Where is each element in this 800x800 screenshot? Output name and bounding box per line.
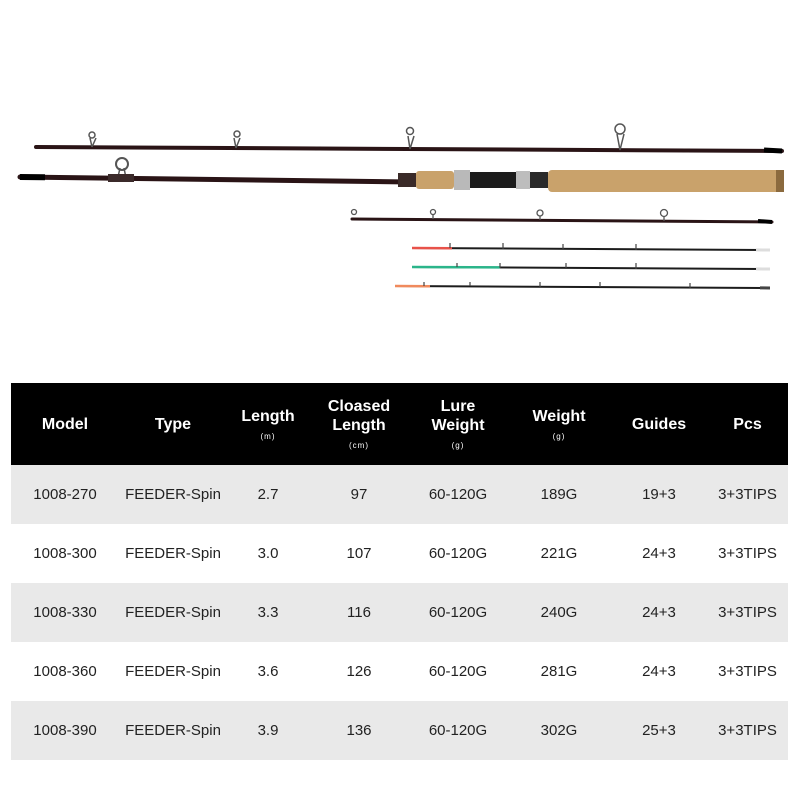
cell-type: FEEDER-Spin <box>125 663 221 680</box>
cell-model: 1008-300 <box>33 545 97 562</box>
feeder-tips <box>395 243 770 288</box>
cell-type: FEEDER-Spin <box>125 486 221 503</box>
cell-closed-length: 107 <box>346 545 372 562</box>
cell-type: FEEDER-Spin <box>125 545 221 562</box>
table-row <box>11 583 788 642</box>
header-lure-weight: Lure Weight (g) <box>431 398 485 450</box>
cell-guides: 24+3 <box>642 663 676 680</box>
cell-lure-weight: 60-120G <box>428 722 488 739</box>
table-row <box>11 642 788 701</box>
cell-lure-weight: 60-120G <box>428 663 488 680</box>
cell-guides: 25+3 <box>642 722 676 739</box>
cell-pcs: 3+3TIPS <box>718 545 777 562</box>
cell-type: FEEDER-Spin <box>125 722 221 739</box>
cell-closed-length: 97 <box>350 486 368 503</box>
cell-length: 3.0 <box>257 545 279 562</box>
header-pcs: Pcs <box>733 415 762 433</box>
cell-model: 1008-360 <box>33 663 97 680</box>
cell-pcs: 3+3TIPS <box>718 604 777 621</box>
cell-model: 1008-390 <box>33 722 97 739</box>
cell-weight: 189G <box>540 486 578 503</box>
cell-weight: 302G <box>540 722 578 739</box>
cell-pcs: 3+3TIPS <box>718 663 777 680</box>
cell-pcs: 3+3TIPS <box>718 722 777 739</box>
table-row <box>11 465 788 524</box>
header-weight: Weight (g) <box>532 407 586 441</box>
cell-length: 3.3 <box>257 604 279 621</box>
cell-guides: 24+3 <box>642 545 676 562</box>
cell-closed-length: 126 <box>346 663 372 680</box>
cell-closed-length: 116 <box>347 604 371 621</box>
cell-weight: 240G <box>540 604 578 621</box>
butt-rod-section <box>20 158 784 192</box>
header-closed-length: Cloased Length (cm) <box>327 398 391 450</box>
middle-rod-section <box>352 210 773 223</box>
cell-weight: 281G <box>540 663 578 680</box>
cell-length: 2.7 <box>257 486 279 503</box>
header-guides: Guides <box>631 415 687 433</box>
cell-length: 3.9 <box>257 722 279 739</box>
cell-lure-weight: 60-120G <box>428 486 488 503</box>
header-length: Length (m) <box>241 407 295 441</box>
cell-length: 3.6 <box>257 663 279 680</box>
cell-model: 1008-330 <box>33 604 97 621</box>
cell-closed-length: 136 <box>346 722 372 739</box>
cell-guides: 19+3 <box>642 486 676 503</box>
top-rod-section <box>36 124 782 151</box>
header-model: Model <box>41 415 89 433</box>
cell-model: 1008-270 <box>33 486 97 503</box>
table-row <box>11 524 788 583</box>
cell-weight: 221G <box>540 545 578 562</box>
spec-table <box>11 383 788 760</box>
rod-sections-image <box>0 0 800 330</box>
cell-pcs: 3+3TIPS <box>718 486 777 503</box>
table-header <box>11 383 788 465</box>
cell-lure-weight: 60-120G <box>428 545 488 562</box>
header-type: Type <box>154 415 192 433</box>
cell-lure-weight: 60-120G <box>428 604 488 621</box>
table-row <box>11 701 788 760</box>
cell-type: FEEDER-Spin <box>125 604 221 621</box>
cell-guides: 24+3 <box>642 604 676 621</box>
